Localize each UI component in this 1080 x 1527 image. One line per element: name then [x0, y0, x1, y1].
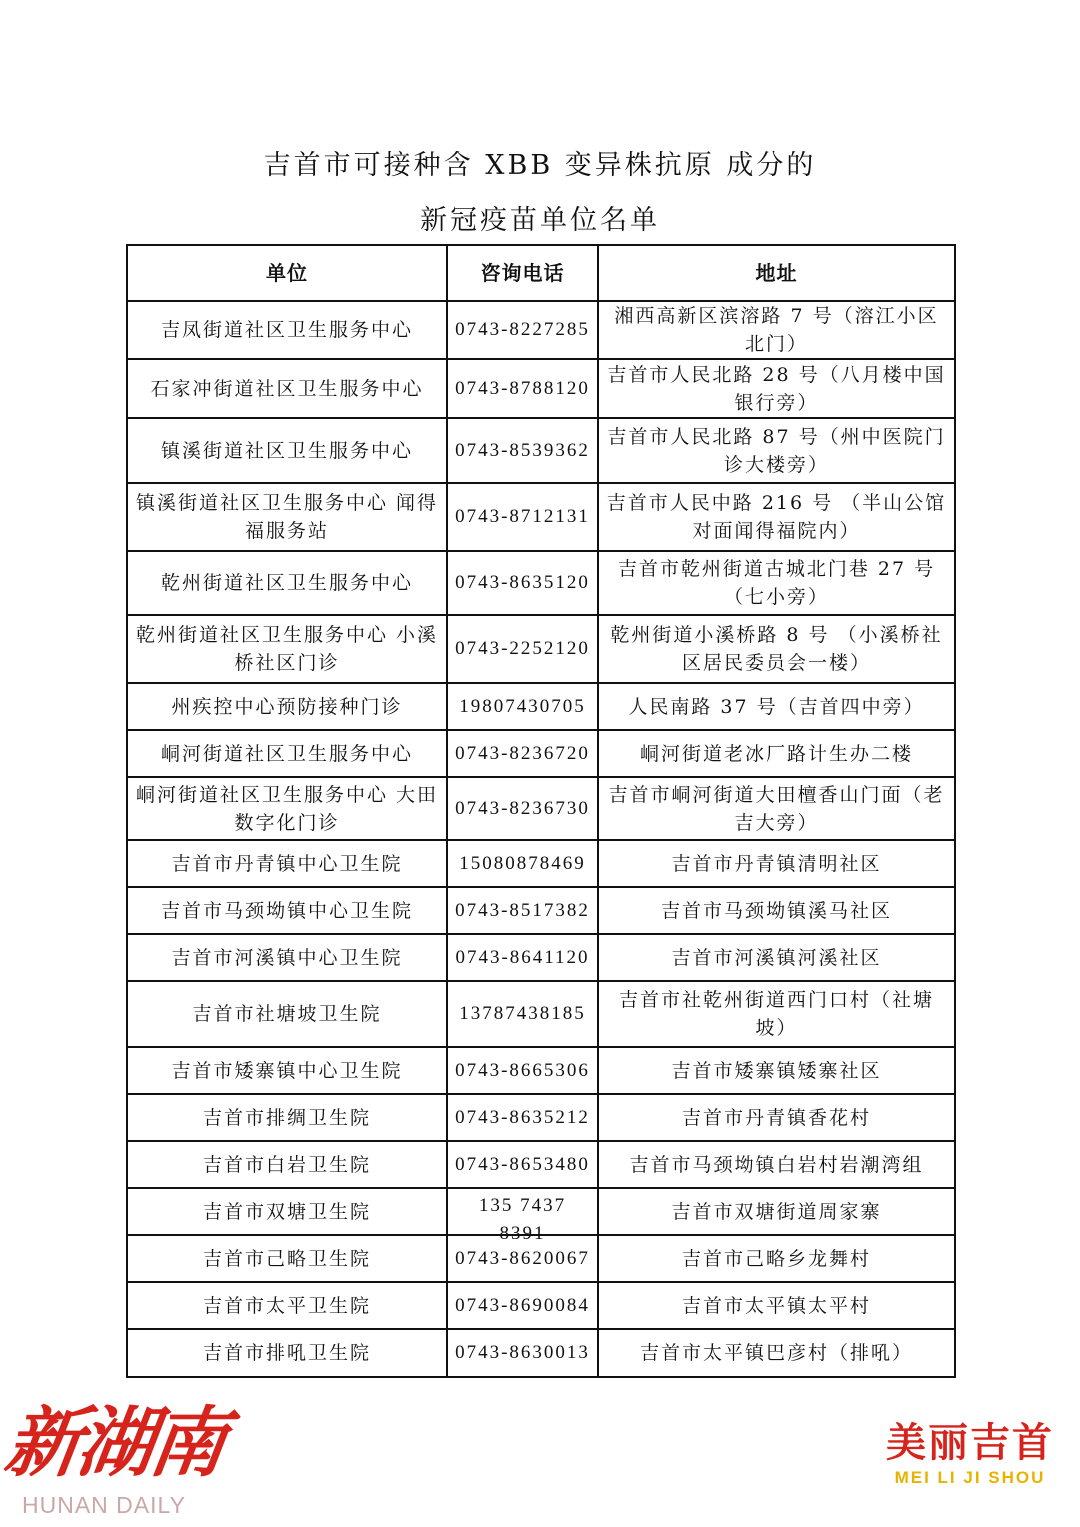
phone-cell: 0743-8712131	[447, 483, 598, 551]
address-cell: 吉首市河溪镇河溪社区	[598, 934, 955, 981]
table-row	[127, 981, 955, 1047]
address-cell: 吉首市马颈坳镇白岩村岩潮湾组	[598, 1141, 955, 1188]
table-row	[127, 840, 955, 887]
unit-cell: 吉首市己略卫生院	[127, 1235, 447, 1282]
phone-cell: 0743-8653480	[447, 1141, 598, 1188]
table-row	[127, 301, 955, 359]
document-title-line-2: 新冠疫苗单位名单	[420, 205, 660, 236]
address-cell: 峒河街道老冰厂路计生办二楼	[598, 730, 955, 777]
phone-cell: 0743-8690084	[447, 1282, 598, 1329]
phone-cell: 0743-8517382	[447, 887, 598, 934]
unit-cell: 石家冲街道社区卫生服务中心	[127, 359, 447, 418]
table-row	[127, 615, 955, 683]
address-cell: 吉首市双塘街道周家寨	[598, 1188, 955, 1235]
table-header-row	[127, 245, 955, 301]
address-cell: 人民南路 37 号（吉首四中旁）	[598, 683, 955, 730]
table-row	[127, 551, 955, 615]
unit-cell: 镇溪街道社区卫生服务中心 闻得福服务站	[127, 483, 447, 551]
hunan-daily-logo	[0, 1398, 229, 1526]
unit-cell: 乾州街道社区卫生服务中心 小溪桥社区门诊	[127, 615, 447, 683]
phone-cell: 0743-8227285	[447, 301, 598, 359]
address-cell: 吉首市社乾州街道西门口村（社塘坡）	[598, 981, 955, 1047]
unit-cell: 吉首市排绸卫生院	[127, 1094, 447, 1141]
phone-cell: 0743-8539362	[447, 418, 598, 483]
unit-cell: 吉首市排吼卫生院	[127, 1329, 447, 1377]
address-cell: 吉首市太平镇巴彦村（排吼）	[598, 1329, 955, 1377]
phone-cell: 0743-8620067	[447, 1235, 598, 1282]
table-row	[127, 1141, 955, 1188]
table-row	[127, 359, 955, 418]
address-cell: 吉首市峒河街道大田檀香山门面（老吉大旁）	[598, 777, 955, 840]
table-row	[127, 483, 955, 551]
phone-cell: 0743-2252120	[447, 615, 598, 683]
meili-jishou-logo-subtitle: MEI LI JI SHOU	[894, 1468, 1046, 1487]
unit-cell: 吉首市双塘卫生院	[127, 1188, 447, 1235]
header-phone: 咨询电话	[447, 245, 598, 301]
address-cell: 吉首市人民中路 216 号 （半山公馆对面闻得福院内）	[598, 483, 955, 551]
phone-cell: 13787438185	[447, 981, 598, 1047]
table-row	[127, 1282, 955, 1329]
table-row	[127, 683, 955, 730]
phone-cell: 0743-8630013	[447, 1329, 598, 1377]
phone-cell: 0743-8641120	[447, 934, 598, 981]
phone-cell: 0743-8236720	[447, 730, 598, 777]
table-row	[127, 1188, 955, 1235]
address-cell: 湘西高新区滨溶路 7 号（溶江小区北门）	[598, 301, 955, 359]
table-row	[127, 730, 955, 777]
unit-cell: 吉首市河溪镇中心卫生院	[127, 934, 447, 981]
address-cell: 吉首市矮寨镇矮寨社区	[598, 1047, 955, 1094]
unit-cell: 峒河街道社区卫生服务中心 大田数字化门诊	[127, 777, 447, 840]
unit-cell: 吉首市社塘坡卫生院	[127, 981, 447, 1047]
phone-cell: 0743-8635212	[447, 1094, 598, 1141]
hunan-daily-logo-brand: 新湖南	[0, 1398, 229, 1487]
meili-jishou-logo	[870, 1418, 1070, 1518]
address-cell: 吉首市丹青镇香花村	[598, 1094, 955, 1141]
meili-jishou-logo-brand: 美丽吉首	[886, 1419, 1054, 1466]
table-row	[127, 1047, 955, 1094]
address-cell: 吉首市丹青镇清明社区	[598, 840, 955, 887]
table-row	[127, 1094, 955, 1141]
address-cell: 吉首市人民北路 87 号（州中医院门诊大楼旁）	[598, 418, 955, 483]
phone-cell: 0743-8665306	[447, 1047, 598, 1094]
unit-cell: 州疾控中心预防接种门诊	[127, 683, 447, 730]
address-cell: 吉首市乾州街道古城北门巷 27 号（七小旁）	[598, 551, 955, 615]
unit-cell: 吉首市马颈坳镇中心卫生院	[127, 887, 447, 934]
table-row	[127, 418, 955, 483]
phone-cell: 0743-8788120	[447, 359, 598, 418]
unit-cell: 吉首市白岩卫生院	[127, 1141, 447, 1188]
table-row	[127, 777, 955, 840]
unit-cell: 吉首市太平卫生院	[127, 1282, 447, 1329]
table-row	[127, 1329, 955, 1377]
address-cell: 吉首市人民北路 28 号（八月楼中国银行旁）	[598, 359, 955, 418]
unit-cell: 吉首市矮寨镇中心卫生院	[127, 1047, 447, 1094]
phone-cell: 0743-8236730	[447, 777, 598, 840]
address-cell: 吉首市己略乡龙舞村	[598, 1235, 955, 1282]
address-cell: 吉首市马颈坳镇溪马社区	[598, 887, 955, 934]
address-cell: 乾州街道小溪桥路 8 号 （小溪桥社区居民委员会一楼）	[598, 615, 955, 683]
header-unit: 单位	[127, 245, 447, 301]
table-row	[127, 887, 955, 934]
header-address: 地址	[598, 245, 955, 301]
unit-cell: 吉首市丹青镇中心卫生院	[127, 840, 447, 887]
hunan-daily-logo-subtitle: HUNAN DAILY	[22, 1492, 186, 1518]
phone-cell: 15080878469	[447, 840, 598, 887]
unit-cell: 峒河街道社区卫生服务中心	[127, 730, 447, 777]
unit-cell: 乾州街道社区卫生服务中心	[127, 551, 447, 615]
unit-cell: 镇溪街道社区卫生服务中心	[127, 418, 447, 483]
phone-cell: 0743-8635120	[447, 551, 598, 615]
table-row	[127, 934, 955, 981]
document-title-line-1: 吉首市可接种含 XBB 变异株抗原 成分的	[263, 150, 817, 181]
address-cell: 吉首市太平镇太平村	[598, 1282, 955, 1329]
phone-text-clipped: 135 7437 8391	[478, 1194, 567, 1244]
unit-cell: 吉凤街道社区卫生服务中心	[127, 301, 447, 359]
vaccination-sites-table	[126, 244, 956, 1378]
phone-cell: 19807430705	[447, 683, 598, 730]
phone-cell	[447, 1188, 598, 1244]
